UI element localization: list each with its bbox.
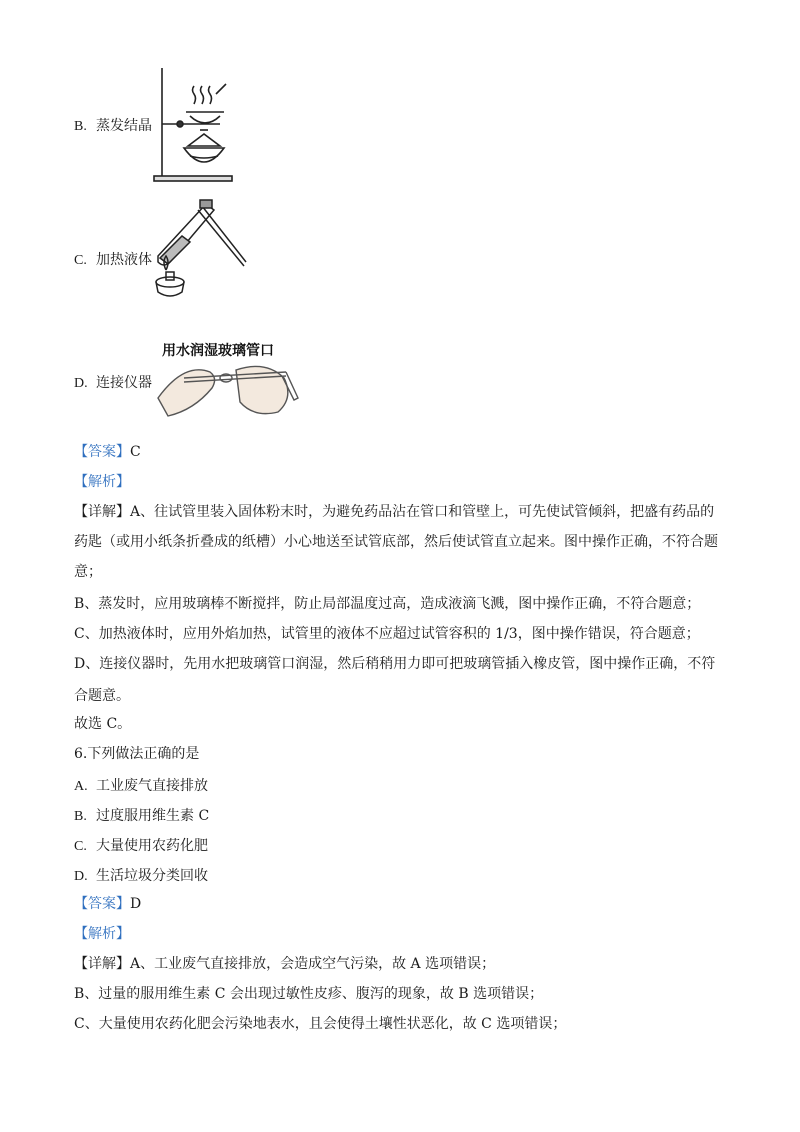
option-label: C.	[74, 253, 87, 268]
q6-option-d	[74, 866, 208, 887]
q5-answer	[74, 442, 141, 462]
q5-detail-line-6: D、连接仪器时，先用水把玻璃管口润湿，然后稍稍用力即可把玻璃管插入橡皮管，图中操作正确，不符	[74, 656, 716, 672]
option-label: A.	[74, 779, 88, 794]
detail-text: A、工业废气直接排放，会造成空气污染，故 A 选项错误；	[130, 956, 496, 972]
q5-conclusion: 故选 C。	[74, 716, 132, 732]
option-text: 过度服用维生素 C	[96, 808, 210, 824]
q6-detail-line-3: C、大量使用农药化肥会污染地表水，且会使得土壤性状恶化，故 C 选项错误；	[74, 1016, 567, 1032]
detail-tag: 【详解】	[74, 956, 130, 972]
q6-analysis-tag: 【解析】	[74, 926, 130, 942]
q5-detail-line-5: C、加热液体时，应用外焰加热，试管里的液体不应超过试管容积的 1/3，图中操作错误，符合题意；	[74, 626, 700, 642]
answer-value: D	[130, 896, 142, 912]
q6-option-c	[74, 836, 208, 857]
figure-caption: 用水润湿玻璃管口	[162, 343, 274, 359]
q6-question: 6.下列做法正确的是	[74, 746, 200, 762]
q6-detail-line-2: B、过量的服用维生素 C 会出现过敏性皮疹、腹泻的现象，故 B 选项错误；	[74, 986, 544, 1002]
option-text: 连接仪器	[96, 375, 152, 391]
q5-detail-line-4: B、蒸发时，应用玻璃棒不断搅拌，防止局部温度过高，造成液滴飞溅，图中操作正确，不符合题意；	[74, 596, 701, 612]
q5-detail-line-1	[74, 502, 714, 522]
q5-detail-line-2: 药匙（或用小纸条折叠成的纸槽）小心地送至试管底部，然后使试管直立起来。图中操作正确，不符合题	[74, 534, 718, 550]
answer-tag: 【答案】	[74, 896, 130, 912]
option-label: B.	[74, 809, 87, 824]
option-text: 蒸发结晶	[96, 118, 152, 134]
option-text: 加热液体	[96, 252, 152, 268]
option-d-connecting	[74, 373, 152, 394]
option-label: D.	[74, 376, 88, 391]
option-text: 工业废气直接排放	[96, 778, 208, 794]
q6-answer	[74, 894, 141, 914]
q6-option-b	[74, 806, 209, 827]
detail-tag: 【详解】	[74, 504, 130, 520]
q5-detail-line-7: 合题意。	[74, 688, 130, 704]
option-c-heating-liquid	[74, 250, 152, 271]
q5-detail-line-3: 意；	[74, 564, 102, 580]
q5-analysis-tag: 【解析】	[74, 474, 130, 490]
option-label: B.	[74, 119, 87, 134]
option-text: 大量使用农药化肥	[96, 838, 208, 854]
option-text: 生活垃圾分类回收	[96, 868, 208, 884]
heating-liquid-figure	[148, 196, 248, 302]
detail-text: A、往试管里装入固体粉末时，为避免药品沾在管口和管壁上，可先使试管倾斜，把盛有药品的	[130, 504, 715, 520]
q6-detail-line-1	[74, 954, 495, 974]
answer-tag: 【答案】	[74, 444, 130, 460]
evaporation-apparatus-figure	[150, 64, 240, 184]
option-label: C.	[74, 839, 87, 854]
answer-value: C	[130, 444, 141, 460]
connecting-tube-hands-figure	[154, 358, 302, 420]
q6-option-a	[74, 776, 208, 797]
option-b-evaporation	[74, 116, 152, 137]
option-label: D.	[74, 869, 88, 884]
